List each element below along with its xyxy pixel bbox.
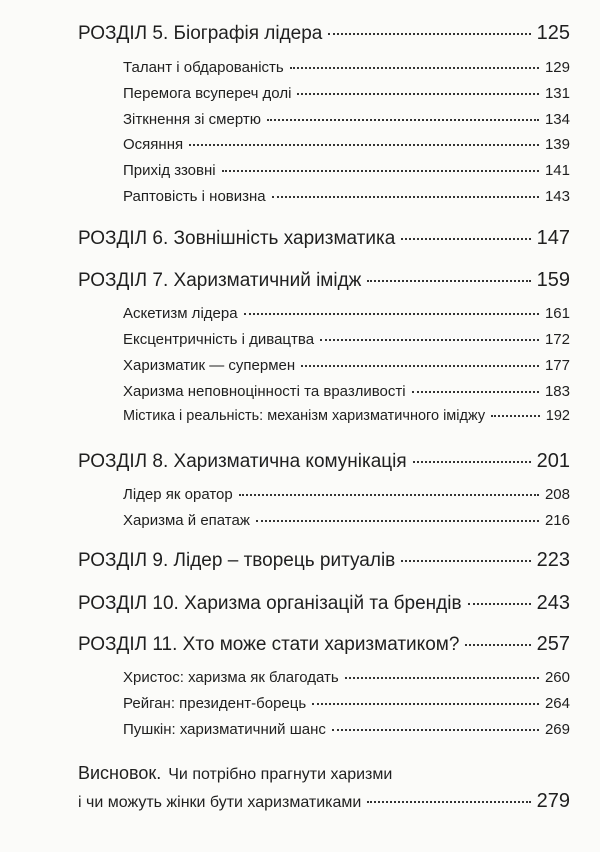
dot-leader (189, 144, 539, 146)
toc-section (123, 111, 570, 128)
toc-section (123, 357, 570, 374)
toc-conclusion-line-1 (78, 763, 570, 784)
toc-section (123, 486, 570, 503)
toc-chapter-10 (78, 592, 570, 615)
toc-page-number: 139 (544, 136, 570, 153)
dot-leader (468, 603, 531, 605)
toc-title: РОЗДІЛ 11. Хто може стати харизматиком? (78, 634, 460, 655)
toc-section (123, 331, 570, 348)
toc-title: Рейган: президент-борець (123, 695, 307, 712)
dot-leader (320, 339, 539, 341)
toc-title: Осяяння (123, 136, 184, 153)
toc-section (123, 136, 570, 153)
toc-page-number: 260 (544, 669, 570, 686)
conclusion-title-part-1: Чи потрібно прагнути харизми (168, 766, 393, 783)
toc-title: Раптовість і новизна (123, 188, 266, 205)
toc-section (123, 85, 570, 102)
toc-page-number: 125 (536, 22, 570, 44)
toc-page-number: 131 (544, 85, 570, 102)
dot-leader (267, 119, 539, 121)
toc-section (123, 305, 570, 322)
toc-page-number: 129 (544, 59, 570, 76)
dot-leader (332, 729, 539, 731)
toc-page-number: 223 (536, 549, 570, 571)
toc-title: Талант і обдарованість (123, 59, 284, 76)
toc-page-number: 264 (544, 695, 570, 712)
toc-page-number: 192 (545, 408, 570, 424)
toc-section (123, 408, 570, 424)
dot-leader (272, 196, 539, 198)
toc-page-number: 147 (536, 227, 570, 249)
dot-leader (367, 801, 530, 803)
dot-leader (301, 365, 539, 367)
toc-page-number: 134 (544, 111, 570, 128)
toc-section (123, 383, 570, 400)
toc-section (123, 162, 570, 179)
dot-leader (244, 313, 539, 315)
toc-section (123, 695, 570, 712)
toc-section (123, 512, 570, 529)
conclusion-heading: Висновок. (78, 763, 162, 783)
dot-leader (367, 280, 530, 282)
toc-page-number: 257 (536, 633, 570, 655)
dot-leader (465, 644, 530, 646)
toc-title: РОЗДІЛ 6. Зовнішність харизматика (78, 228, 396, 249)
toc-chapter-9 (78, 549, 570, 572)
dot-leader (239, 494, 539, 496)
conclusion-title-part-2: і чи можуть жінки бути харизматиками (78, 794, 362, 811)
toc-title: Містика і реальність: механізм харизматичного іміджу (123, 408, 486, 424)
toc-page-number: 208 (544, 486, 570, 503)
toc-title: Перемога всупереч долі (123, 85, 292, 102)
toc-page-number: 279 (536, 790, 570, 812)
toc-page-number: 159 (536, 269, 570, 291)
dot-leader (328, 33, 530, 35)
dot-leader (222, 170, 539, 172)
dot-leader (401, 238, 530, 240)
toc-title: РОЗДІЛ 5. Біографія лідера (78, 23, 323, 44)
dot-leader (312, 703, 539, 705)
toc-title: Аскетизм лідера (123, 305, 238, 322)
toc-title: Пушкін: харизматичний шанс (123, 721, 326, 738)
toc-title: Прихід ззовні (123, 162, 216, 179)
toc-title: РОЗДІЛ 7. Харизматичний імідж (78, 270, 362, 291)
toc-page-number: 243 (536, 592, 570, 614)
toc-section (123, 669, 570, 686)
toc-conclusion-line-2 (78, 790, 570, 813)
toc-chapter-8 (78, 450, 570, 473)
toc-title: Ексцентричність і дивацтва (123, 331, 315, 348)
toc-section (123, 188, 570, 205)
toc-section (123, 59, 570, 76)
toc-title: Харизматик — супермен (123, 357, 296, 374)
toc-title: Харизма й епатаж (123, 512, 250, 529)
toc-title: РОЗДІЛ 10. Харизма організацій та брендів (78, 593, 462, 614)
dot-leader (491, 415, 540, 417)
dot-leader (401, 560, 530, 562)
dot-leader (412, 391, 539, 393)
dot-leader (297, 93, 539, 95)
toc-chapter-5 (78, 22, 570, 45)
toc-page-number: 201 (536, 450, 570, 472)
dot-leader (413, 461, 531, 463)
toc-page-number: 269 (544, 721, 570, 738)
toc-page-number: 143 (544, 188, 570, 205)
toc-page-number: 177 (544, 357, 570, 374)
toc-page-number: 172 (544, 331, 570, 348)
dot-leader (345, 677, 539, 679)
toc-page-number: 161 (544, 305, 570, 322)
toc-title: РОЗДІЛ 9. Лідер – творець ритуалів (78, 550, 396, 571)
toc-title: РОЗДІЛ 8. Харизматична комунікація (78, 451, 407, 472)
toc-page-number: 183 (544, 383, 570, 400)
toc-page-number: 141 (544, 162, 570, 179)
toc-chapter-6 (78, 227, 570, 250)
toc-section (123, 721, 570, 738)
dot-leader (290, 67, 539, 69)
toc-page-number: 216 (544, 512, 570, 529)
toc-title: Зіткнення зі смертю (123, 111, 261, 128)
toc-chapter-11 (78, 633, 570, 656)
toc-chapter-7 (78, 269, 570, 292)
dot-leader (256, 520, 539, 522)
toc-title: Лідер як оратор (123, 486, 233, 503)
toc-title: Христос: харизма як благодать (123, 669, 339, 686)
toc-title: Харизма неповноцінності та вразливості (123, 383, 406, 400)
